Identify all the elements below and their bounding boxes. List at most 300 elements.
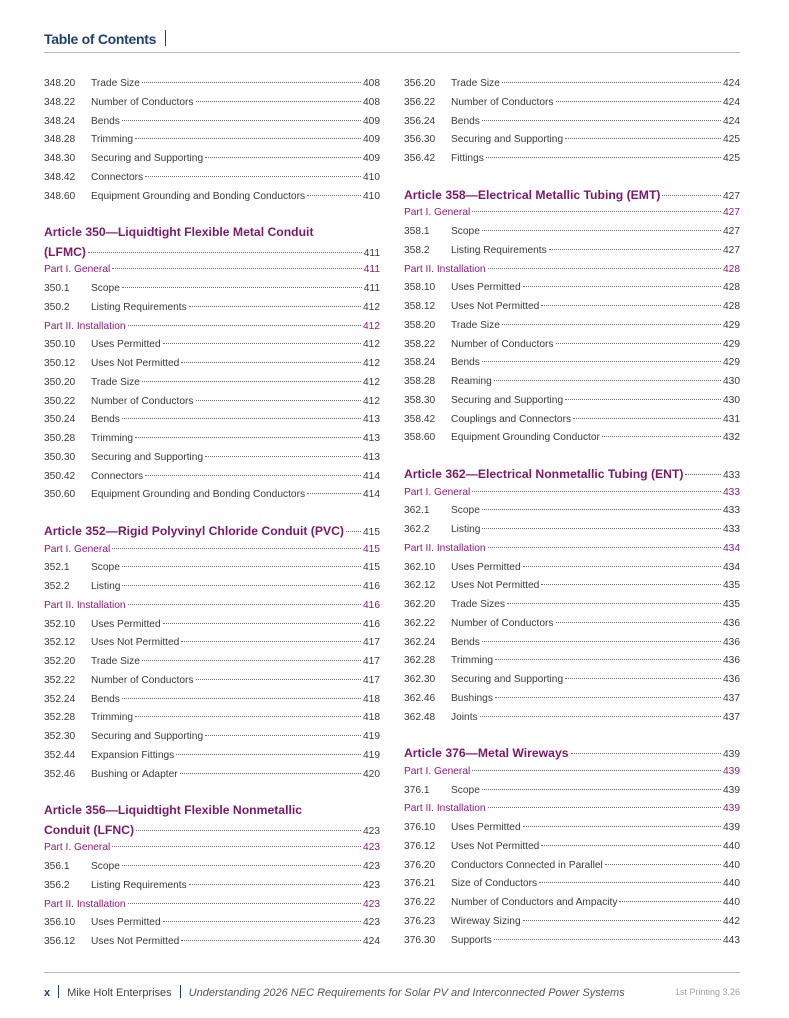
- dot-leader: [205, 456, 361, 457]
- toc-entry[interactable]: [404, 916, 740, 935]
- page-ref: 423: [363, 825, 380, 837]
- dot-leader: [122, 418, 361, 419]
- dot-leader: [565, 399, 721, 400]
- dot-leader: [176, 754, 361, 755]
- dot-leader: [482, 230, 721, 231]
- page-ref: 427: [723, 244, 740, 256]
- section-title: Securing and Supporting: [91, 451, 204, 463]
- dot-leader: [88, 252, 362, 253]
- toc-entry[interactable]: [44, 116, 380, 135]
- toc-article-heading[interactable]: [44, 225, 380, 264]
- page-ref: 409: [363, 134, 380, 146]
- section-title: Number of Conductors: [451, 338, 554, 350]
- part-title: Part II. Installation: [44, 898, 126, 910]
- dot-leader: [189, 306, 361, 307]
- dot-leader: [541, 305, 721, 306]
- part-title: Part II. Installation: [44, 599, 126, 611]
- toc-entry[interactable]: [44, 656, 380, 675]
- page-ref: 423: [363, 879, 380, 891]
- toc-part-heading[interactable]: [404, 766, 740, 785]
- toc-entry[interactable]: [404, 618, 740, 637]
- toc-article-heading[interactable]: [44, 524, 380, 544]
- section-gap: [44, 787, 380, 803]
- dot-leader: [472, 770, 721, 771]
- toc-entry[interactable]: [44, 637, 380, 656]
- page-header: [44, 30, 740, 53]
- section-number: 356.1: [44, 861, 70, 872]
- page-ref: 411: [363, 264, 380, 276]
- part-title: Part I. General: [404, 486, 471, 498]
- section-title: Number of Conductors: [451, 96, 554, 108]
- section-number: 350.30: [44, 451, 76, 463]
- page-ref: 414: [363, 470, 380, 482]
- toc-part-heading[interactable]: [44, 842, 380, 861]
- section-number: 352.28: [44, 712, 76, 724]
- dot-leader: [181, 940, 361, 941]
- section-title: Uses Not Permitted: [91, 637, 180, 649]
- toc-entry[interactable]: [404, 301, 740, 320]
- section-number: 376.22: [404, 897, 436, 908]
- part-title: Part I. General: [404, 765, 471, 777]
- section-title: Scope: [91, 562, 120, 574]
- dot-leader: [135, 437, 361, 438]
- page-ref: 433: [723, 524, 740, 535]
- toc-entry[interactable]: [404, 339, 740, 358]
- toc-entry[interactable]: [404, 822, 740, 841]
- dot-leader: [181, 641, 361, 642]
- toc-entry[interactable]: [44, 433, 380, 452]
- page-ref: 414: [363, 489, 380, 501]
- section-number: 356.42: [404, 153, 436, 164]
- dot-leader: [135, 138, 361, 139]
- page-ref: 417: [363, 656, 380, 667]
- toc-entry[interactable]: [404, 878, 740, 897]
- toc-part-heading[interactable]: [44, 321, 380, 340]
- article-title-line2: (LFMC): [44, 244, 86, 259]
- section-title: Equipment Grounding and Bonding Conductors: [91, 190, 306, 202]
- toc-entry[interactable]: [44, 936, 380, 955]
- page-ref: 412: [363, 320, 380, 332]
- printing-info: 1st Printing 3.26: [674, 987, 740, 997]
- page-ref: 427: [723, 207, 740, 219]
- article-title: Article 358—Electrical Metallic Tubing (EMT): [404, 187, 661, 202]
- page-ref: 435: [723, 580, 740, 592]
- toc-entry[interactable]: [404, 414, 740, 433]
- page-ref: 419: [363, 731, 380, 742]
- section-number: 348.24: [44, 115, 76, 127]
- dot-leader: [205, 157, 361, 158]
- section-number: 376.23: [404, 915, 436, 927]
- page-ref: 439: [723, 803, 740, 815]
- page-ref: 428: [723, 301, 740, 312]
- toc-entry[interactable]: [44, 339, 380, 358]
- section-number: 352.12: [44, 637, 76, 649]
- toc-entry[interactable]: [404, 153, 740, 172]
- dot-leader: [142, 381, 361, 382]
- section-number: 362.48: [404, 711, 436, 723]
- dot-leader: [488, 268, 721, 269]
- section-gap: [404, 451, 740, 467]
- toc-entry[interactable]: [404, 674, 740, 693]
- toc-entry[interactable]: [44, 471, 380, 490]
- dot-leader: [196, 400, 362, 401]
- section-number: 350.10: [44, 339, 76, 351]
- dot-leader: [482, 120, 721, 121]
- page-ref: 436: [723, 617, 740, 629]
- toc-entry[interactable]: [404, 637, 740, 656]
- toc-part-heading[interactable]: [44, 544, 380, 563]
- section-number: 356.24: [404, 115, 436, 127]
- dot-leader: [523, 920, 721, 921]
- toc-entry[interactable]: [404, 357, 740, 376]
- page-ref: 430: [723, 376, 740, 387]
- page-ref: 427: [723, 226, 740, 237]
- page-ref: 415: [363, 527, 380, 538]
- page-ref: 439: [723, 749, 740, 761]
- section-title: Trade Size: [91, 78, 140, 89]
- page-ref: 437: [723, 711, 740, 723]
- toc-entry[interactable]: [44, 694, 380, 713]
- dot-leader: [556, 101, 722, 102]
- section-title: Uses Not Permitted: [451, 580, 540, 592]
- page-title: Table of Contents: [44, 31, 157, 47]
- toc-entry[interactable]: [44, 377, 380, 396]
- toc-entry[interactable]: [44, 769, 380, 788]
- section-number: 356.30: [404, 134, 436, 146]
- dot-leader: [556, 343, 722, 344]
- section-title: Uses Permitted: [91, 917, 161, 929]
- section-number: 352.20: [44, 656, 76, 667]
- toc-entry[interactable]: [44, 917, 380, 936]
- dot-leader: [662, 195, 721, 196]
- section-title: Equipment Grounding and Bonding Conductors: [91, 489, 306, 501]
- dot-leader: [135, 716, 361, 717]
- section-title: Scope: [451, 505, 480, 517]
- section-title: Number of Conductors: [91, 674, 194, 686]
- page-ref: 412: [363, 395, 380, 407]
- toc-entry[interactable]: [404, 693, 740, 712]
- page-ref: 440: [723, 878, 740, 890]
- dot-leader: [565, 678, 721, 679]
- page-ref: 437: [723, 692, 740, 704]
- article-title-line1: Article 350—Liquidtight Flexible Metal Conduit: [44, 225, 314, 240]
- section-title: Uses Not Permitted: [91, 358, 180, 369]
- section-number: 376.30: [404, 934, 436, 946]
- toc-entry[interactable]: [44, 191, 380, 210]
- part-title: Part I. General: [44, 264, 111, 276]
- section-number: 376.12: [404, 840, 436, 852]
- section-title: Uses Not Permitted: [451, 840, 540, 852]
- section-number: 362.12: [404, 580, 436, 592]
- dot-leader: [482, 509, 721, 510]
- section-title: Trade Sizes: [451, 599, 505, 610]
- toc-entry[interactable]: [404, 116, 740, 135]
- section-gap: [44, 209, 380, 225]
- toc-entry[interactable]: [44, 712, 380, 731]
- page-ref: 439: [723, 784, 740, 796]
- dot-leader: [541, 584, 721, 585]
- toc-entry[interactable]: [404, 432, 740, 451]
- page-ref: 412: [363, 358, 380, 369]
- toc-entry[interactable]: [404, 134, 740, 153]
- section-title: Bends: [451, 115, 480, 127]
- toc-entry[interactable]: [404, 97, 740, 116]
- section-title: Trimming: [91, 712, 134, 724]
- section-title: Bushing or Adapter: [91, 768, 178, 780]
- book-title: Understanding 2026 NEC Requirements for Solar PV and Interconnected Power Systems: [188, 987, 625, 999]
- section-number: 358.30: [404, 394, 436, 406]
- toc-entry[interactable]: [44, 396, 380, 415]
- toc-entry[interactable]: [44, 750, 380, 769]
- dot-leader: [549, 249, 721, 250]
- toc-entry[interactable]: [404, 897, 740, 916]
- section-title: Uses Permitted: [91, 618, 161, 630]
- toc-entry[interactable]: [44, 619, 380, 638]
- toc-entry[interactable]: [404, 935, 740, 954]
- page-ref: 408: [363, 96, 380, 108]
- section-number: 350.42: [44, 470, 76, 482]
- header-divider: [165, 30, 166, 46]
- toc-entry[interactable]: [404, 712, 740, 731]
- dot-leader: [565, 138, 721, 139]
- toc-entry[interactable]: [404, 841, 740, 860]
- article-title: Article 352—Rigid Polyvinyl Chloride Conduit (PVC): [44, 524, 344, 538]
- page-ref: 430: [723, 394, 740, 406]
- section-title: Fittings: [451, 153, 484, 164]
- dot-leader: [196, 679, 362, 680]
- section-number: 358.42: [404, 413, 436, 425]
- page-number: x: [44, 987, 51, 999]
- page-ref: 413: [363, 414, 380, 426]
- section-title: Couplings and Connectors: [451, 413, 572, 425]
- section-title: Bends: [451, 636, 480, 648]
- part-title: Part I. General: [44, 842, 111, 854]
- section-number: 348.60: [44, 190, 76, 202]
- section-title: Scope: [91, 861, 120, 872]
- toc-part-heading[interactable]: [44, 264, 380, 283]
- toc-part-heading[interactable]: [404, 264, 740, 283]
- toc-entry[interactable]: [404, 562, 740, 581]
- dot-leader: [488, 807, 721, 808]
- section-number: 362.30: [404, 674, 436, 685]
- dot-leader: [112, 268, 362, 269]
- toc-entry[interactable]: [44, 172, 380, 191]
- toc-part-heading[interactable]: [404, 543, 740, 562]
- page-ref: 411: [363, 283, 380, 294]
- section-number: 362.10: [404, 561, 436, 573]
- section-title: Uses Not Permitted: [451, 301, 540, 312]
- footer-divider: [58, 985, 59, 998]
- page-ref: 413: [363, 451, 380, 463]
- toc-entry[interactable]: [404, 580, 740, 599]
- toc-entry[interactable]: [44, 731, 380, 750]
- section-title: Conductors Connected in Parallel: [451, 859, 603, 871]
- section-title: Trimming: [451, 655, 494, 667]
- toc-entry[interactable]: [44, 302, 380, 321]
- page-ref: 436: [723, 636, 740, 648]
- toc-entry[interactable]: [44, 880, 380, 899]
- section-title: Bends: [91, 115, 120, 127]
- page-ref: 423: [363, 842, 380, 854]
- page-ref: 424: [723, 115, 740, 127]
- page-ref: 434: [723, 542, 740, 554]
- toc-entry[interactable]: [404, 785, 740, 804]
- section-title: Securing and Supporting: [451, 394, 564, 406]
- dot-leader: [122, 585, 361, 586]
- dot-leader: [128, 325, 361, 326]
- toc-entry[interactable]: [44, 861, 380, 880]
- article-title: Article 376—Metal Wireways: [404, 746, 569, 761]
- page-ref: 412: [363, 301, 380, 313]
- section-number: 352.46: [44, 768, 76, 780]
- page-ref: 433: [723, 505, 740, 517]
- page-ref: 412: [363, 376, 380, 388]
- toc-entry[interactable]: [44, 134, 380, 153]
- dot-leader: [122, 287, 362, 288]
- section-title: Listing Requirements: [91, 879, 187, 891]
- toc-entry[interactable]: [44, 489, 380, 508]
- part-title: Part II. Installation: [404, 263, 486, 275]
- dot-leader: [523, 826, 721, 827]
- section-title: Trade Size: [91, 376, 140, 388]
- toc-entry[interactable]: [404, 524, 740, 543]
- toc-entry[interactable]: [44, 562, 380, 581]
- toc-right-column: [404, 78, 740, 953]
- toc-entry[interactable]: [404, 505, 740, 524]
- section-number: 352.10: [44, 618, 76, 630]
- page-ref: 416: [363, 618, 380, 630]
- section-title: Bushings: [451, 692, 493, 704]
- part-title: Part I. General: [44, 543, 111, 555]
- page-ref: 409: [363, 115, 380, 127]
- toc-part-heading[interactable]: [404, 487, 740, 506]
- page-ref: 418: [363, 693, 380, 705]
- dot-leader: [541, 845, 721, 846]
- dot-leader: [307, 493, 361, 494]
- page-ref: 413: [363, 433, 380, 444]
- section-title: Expansion Fittings: [91, 749, 175, 761]
- section-number: 350.60: [44, 489, 76, 501]
- section-number: 352.1: [44, 562, 70, 574]
- dot-leader: [602, 436, 721, 437]
- section-title: Trade Size: [91, 656, 140, 667]
- toc-article-heading[interactable]: [44, 803, 380, 842]
- toc-article-heading[interactable]: [404, 467, 740, 487]
- dot-leader: [685, 474, 721, 475]
- toc-entry[interactable]: [44, 153, 380, 172]
- toc-entry[interactable]: [44, 283, 380, 302]
- page-ref: 433: [723, 486, 740, 498]
- dot-leader: [196, 101, 362, 102]
- section-title: Uses Permitted: [451, 282, 521, 294]
- toc-entry[interactable]: [44, 78, 380, 97]
- page-ref: 424: [723, 96, 740, 108]
- section-title: Uses Not Permitted: [91, 936, 180, 947]
- toc-entry[interactable]: [404, 599, 740, 618]
- section-number: 376.20: [404, 859, 436, 871]
- page-ref: 412: [363, 339, 380, 351]
- section-title: Reaming: [451, 376, 492, 387]
- toc-entry[interactable]: [404, 655, 740, 674]
- section-number: 352.24: [44, 693, 76, 705]
- section-gap: [44, 508, 380, 524]
- publisher-name: Mike Holt Enterprises: [67, 987, 172, 999]
- section-title: Number of Conductors: [91, 395, 194, 407]
- toc-article-heading[interactable]: [404, 746, 740, 766]
- toc-entry[interactable]: [44, 675, 380, 694]
- section-title: Scope: [451, 784, 480, 796]
- dot-leader: [122, 698, 361, 699]
- section-number: 350.22: [44, 395, 76, 407]
- section-title: Bends: [91, 414, 120, 426]
- toc-entry[interactable]: [44, 452, 380, 471]
- dot-leader: [523, 566, 721, 567]
- dot-leader: [556, 622, 722, 623]
- toc-part-heading[interactable]: [44, 899, 380, 918]
- page-ref: 427: [723, 190, 740, 202]
- toc-part-heading[interactable]: [404, 803, 740, 822]
- section-number: 348.22: [44, 96, 76, 108]
- article-title-line2-row: [44, 245, 380, 265]
- page-ref: 436: [723, 655, 740, 667]
- section-title: Number of Conductors: [451, 617, 554, 629]
- toc-entry[interactable]: [404, 282, 740, 301]
- dot-leader: [502, 324, 721, 325]
- toc-entry[interactable]: [404, 245, 740, 264]
- dot-leader: [495, 659, 721, 660]
- page-ref: 409: [363, 153, 380, 164]
- toc-entry[interactable]: [404, 395, 740, 414]
- dot-leader: [136, 830, 361, 831]
- part-title: Part II. Installation: [404, 803, 486, 815]
- section-number: 362.1: [404, 505, 430, 517]
- section-number: 350.2: [44, 301, 70, 313]
- dot-leader: [488, 547, 721, 548]
- page-ref: 410: [363, 171, 380, 183]
- section-number: 352.22: [44, 674, 76, 686]
- page-ref: 423: [363, 861, 380, 872]
- section-number: 356.20: [404, 78, 436, 89]
- toc-entry[interactable]: [404, 860, 740, 879]
- page-ref: 428: [723, 263, 740, 275]
- toc-entry[interactable]: [44, 358, 380, 377]
- page-ref: 429: [723, 357, 740, 369]
- toc-entry[interactable]: [44, 97, 380, 116]
- toc-part-heading[interactable]: [404, 207, 740, 226]
- toc-entry[interactable]: [404, 226, 740, 245]
- section-number: 356.10: [44, 917, 76, 929]
- section-title: Connectors: [91, 470, 144, 482]
- toc-entry[interactable]: [44, 581, 380, 600]
- section-number: 362.22: [404, 617, 436, 629]
- dot-leader: [145, 176, 361, 177]
- section-number: 362.2: [404, 524, 430, 535]
- section-title: Uses Permitted: [451, 822, 521, 833]
- section-number: 358.20: [404, 319, 436, 331]
- page-ref: 425: [723, 153, 740, 164]
- section-number: 348.28: [44, 134, 76, 146]
- page-ref: 417: [363, 674, 380, 686]
- toc-part-heading[interactable]: [44, 600, 380, 619]
- toc-entry[interactable]: [404, 320, 740, 339]
- toc-article-heading[interactable]: [404, 188, 740, 208]
- section-title: Trimming: [91, 134, 134, 146]
- toc-entry[interactable]: [404, 376, 740, 395]
- dot-leader: [495, 697, 721, 698]
- part-title: Part II. Installation: [404, 542, 486, 554]
- toc-entry[interactable]: [44, 414, 380, 433]
- toc-entry[interactable]: [404, 78, 740, 97]
